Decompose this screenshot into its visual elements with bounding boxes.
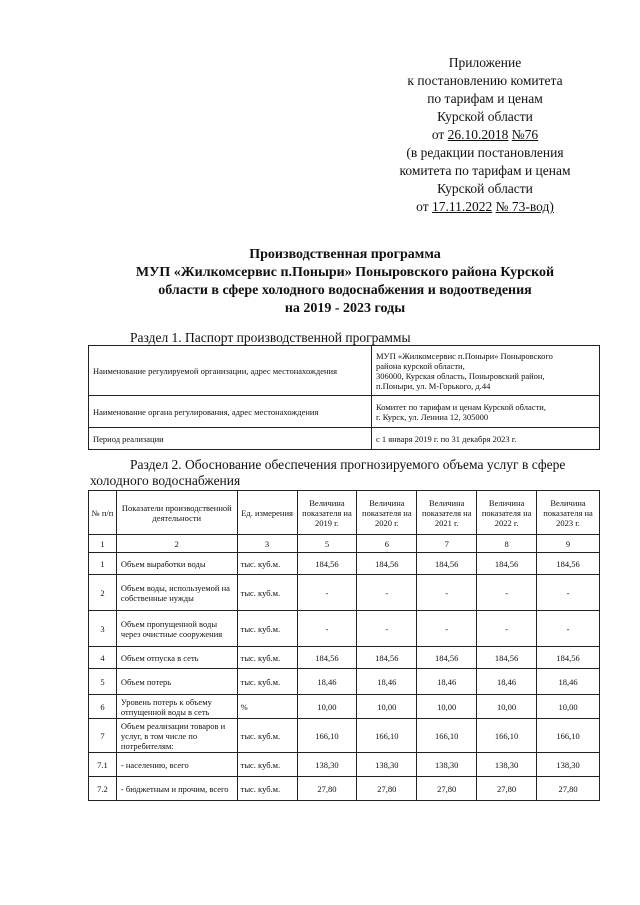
row-value-2019: - (297, 575, 357, 611)
section2-title: Раздел 2. Обоснование обеспечения прогнозируемого объема услуг в сфере холодного водоснабжения (90, 457, 566, 488)
row-unit: тыс. куб.м. (237, 669, 297, 695)
row-value-2020: 27,80 (357, 777, 417, 801)
row-unit: тыс. куб.м. (237, 753, 297, 777)
row-num: 5 (89, 669, 117, 695)
row-num: 7.1 (89, 753, 117, 777)
row-num: 4 (89, 647, 117, 669)
table-row (89, 669, 600, 695)
table-row (89, 777, 600, 801)
document-header (370, 54, 600, 216)
row-value-2021: 18,46 (417, 669, 477, 695)
row-value-2023: 27,80 (537, 777, 600, 801)
header-amend-line: от 17.11.2022 № 73-вод) (416, 199, 554, 214)
header-2023: Величина показателя на 2023 г. (537, 491, 600, 535)
table-header-row (89, 491, 600, 535)
table-row (89, 753, 600, 777)
row-unit: % (237, 695, 297, 719)
row-value-2021: 138,30 (417, 753, 477, 777)
row-value-2019: 138,30 (297, 753, 357, 777)
row-unit: тыс. куб.м. (237, 553, 297, 575)
amend-number: № 73-вод) (495, 199, 554, 214)
header-line: к постановлению комитета (407, 73, 563, 88)
row-indicator: - бюджетным и прочим, всего (116, 777, 237, 801)
header-line: комитета по тарифам и ценам (399, 163, 571, 178)
decree-number: №76 (511, 127, 539, 142)
row-num: 1 (89, 553, 117, 575)
passport-value: МУП «Жилкомсервис п.Поныри» Поныровского района курской области, 306000, Курская область, Поныровский район, п.Поныри, ул. М-Горького, д.44 (372, 346, 600, 396)
row-unit: тыс. куб.м. (237, 647, 297, 669)
row-value-2023: 18,46 (537, 669, 600, 695)
row-num: 3 (89, 611, 117, 647)
document-title: Производственная программа МУП «Жилкомсервис п.Поныри» Поныровского района Курской области в сфере холодного водоснабжения и водоотведения на 2019 - 2023 годы (135, 247, 555, 316)
table-colnum-row: 1 2 3 5 6 7 8 9 (89, 535, 600, 553)
row-indicator: - населению, всего (116, 753, 237, 777)
row-value-2021: 166,10 (417, 719, 477, 753)
header-2021: Величина показателя на 2021 г. (417, 491, 477, 535)
header-num: № п/п (89, 491, 117, 535)
header-unit: Ед. измерения (237, 491, 297, 535)
row-num: 6 (89, 695, 117, 719)
table-row (89, 346, 600, 396)
row-unit: тыс. куб.м. (237, 611, 297, 647)
passport-label: Период реализации (89, 428, 372, 450)
passport-value: Комитет по тарифам и ценам Курской области, г. Курск, ул. Ленина 12, 305000 (372, 396, 600, 428)
row-value-2023: - (537, 611, 600, 647)
row-value-2023: 166,10 (537, 719, 600, 753)
table-row (89, 647, 600, 669)
row-value-2022: 27,80 (477, 777, 537, 801)
row-value-2020: - (357, 611, 417, 647)
row-value-2022: 138,30 (477, 753, 537, 777)
indicators-table (88, 490, 600, 801)
row-value-2021: 184,56 (417, 647, 477, 669)
row-num: 7 (89, 719, 117, 753)
row-value-2021: - (417, 611, 477, 647)
table-row (89, 553, 600, 575)
row-value-2019: 166,10 (297, 719, 357, 753)
row-value-2020: 166,10 (357, 719, 417, 753)
table-row (89, 611, 600, 647)
header-decree-line: от 26.10.2018 №76 (431, 127, 539, 142)
row-indicator: Объем потерь (116, 669, 237, 695)
row-value-2019: 10,00 (297, 695, 357, 719)
row-unit: тыс. куб.м. (237, 575, 297, 611)
row-value-2020: 138,30 (357, 753, 417, 777)
passport-label: Наименование органа регулирования, адрес местонахождения (89, 396, 372, 428)
row-value-2021: 184,56 (417, 553, 477, 575)
row-value-2021: 27,80 (417, 777, 477, 801)
row-value-2021: - (417, 575, 477, 611)
header-2022: Величина показателя на 2022 г. (477, 491, 537, 535)
row-indicator: Объем отпуска в сеть (116, 647, 237, 669)
row-indicator: Объем воды, используемой на собственные нужды (116, 575, 237, 611)
row-value-2022: 10,00 (477, 695, 537, 719)
row-value-2020: 184,56 (357, 647, 417, 669)
table-row (89, 695, 600, 719)
header-line: Приложение (448, 55, 522, 70)
row-value-2021: 10,00 (417, 695, 477, 719)
row-value-2022: 184,56 (477, 647, 537, 669)
row-value-2022: - (477, 611, 537, 647)
table-row (89, 428, 600, 450)
row-value-2023: 138,30 (537, 753, 600, 777)
row-unit: тыс. куб.м. (237, 777, 297, 801)
table-row (89, 575, 600, 611)
header-line: Курской области (437, 181, 533, 196)
row-indicator: Объем выработки воды (116, 553, 237, 575)
table-row (89, 396, 600, 428)
header-2019: Величина показателя на 2019 г. (297, 491, 357, 535)
row-value-2023: - (537, 575, 600, 611)
row-value-2023: 10,00 (537, 695, 600, 719)
row-value-2020: 10,00 (357, 695, 417, 719)
row-value-2022: 166,10 (477, 719, 537, 753)
row-value-2022: 184,56 (477, 553, 537, 575)
row-value-2020: 184,56 (357, 553, 417, 575)
row-value-2019: 18,46 (297, 669, 357, 695)
header-line: (в редакции постановления (406, 145, 564, 160)
row-indicator: Уровень потерь к объему отпущенной воды в сеть (116, 695, 237, 719)
row-value-2019: - (297, 611, 357, 647)
row-unit: тыс. куб.м. (237, 719, 297, 753)
row-value-2020: - (357, 575, 417, 611)
passport-table (88, 345, 600, 450)
row-value-2020: 18,46 (357, 669, 417, 695)
row-value-2022: - (477, 575, 537, 611)
row-num: 7.2 (89, 777, 117, 801)
amend-date: 17.11.2022 (431, 199, 493, 214)
row-value-2023: 184,56 (537, 553, 600, 575)
header-line: по тарифам и ценам (427, 91, 543, 106)
passport-value: с 1 января 2019 г. по 31 декабря 2023 г. (372, 428, 600, 450)
section1-title: Раздел 1. Паспорт производственной программы (130, 330, 411, 345)
row-value-2019: 184,56 (297, 553, 357, 575)
row-value-2022: 18,46 (477, 669, 537, 695)
header-indicator: Показатели производственной деятельности (116, 491, 237, 535)
row-value-2019: 184,56 (297, 647, 357, 669)
passport-label: Наименование регулируемой организации, адрес местонахождения (89, 346, 372, 396)
table-row (89, 719, 600, 753)
row-num: 2 (89, 575, 117, 611)
decree-date: 26.10.2018 (447, 127, 509, 142)
row-value-2019: 27,80 (297, 777, 357, 801)
row-value-2023: 184,56 (537, 647, 600, 669)
row-indicator: Объем реализации товаров и услуг, в том числе по потребителям: (116, 719, 237, 753)
row-indicator: Объем пропущенной воды через очистные сооружения (116, 611, 237, 647)
header-line: Курской области (437, 109, 533, 124)
header-2020: Величина показателя на 2020 г. (357, 491, 417, 535)
